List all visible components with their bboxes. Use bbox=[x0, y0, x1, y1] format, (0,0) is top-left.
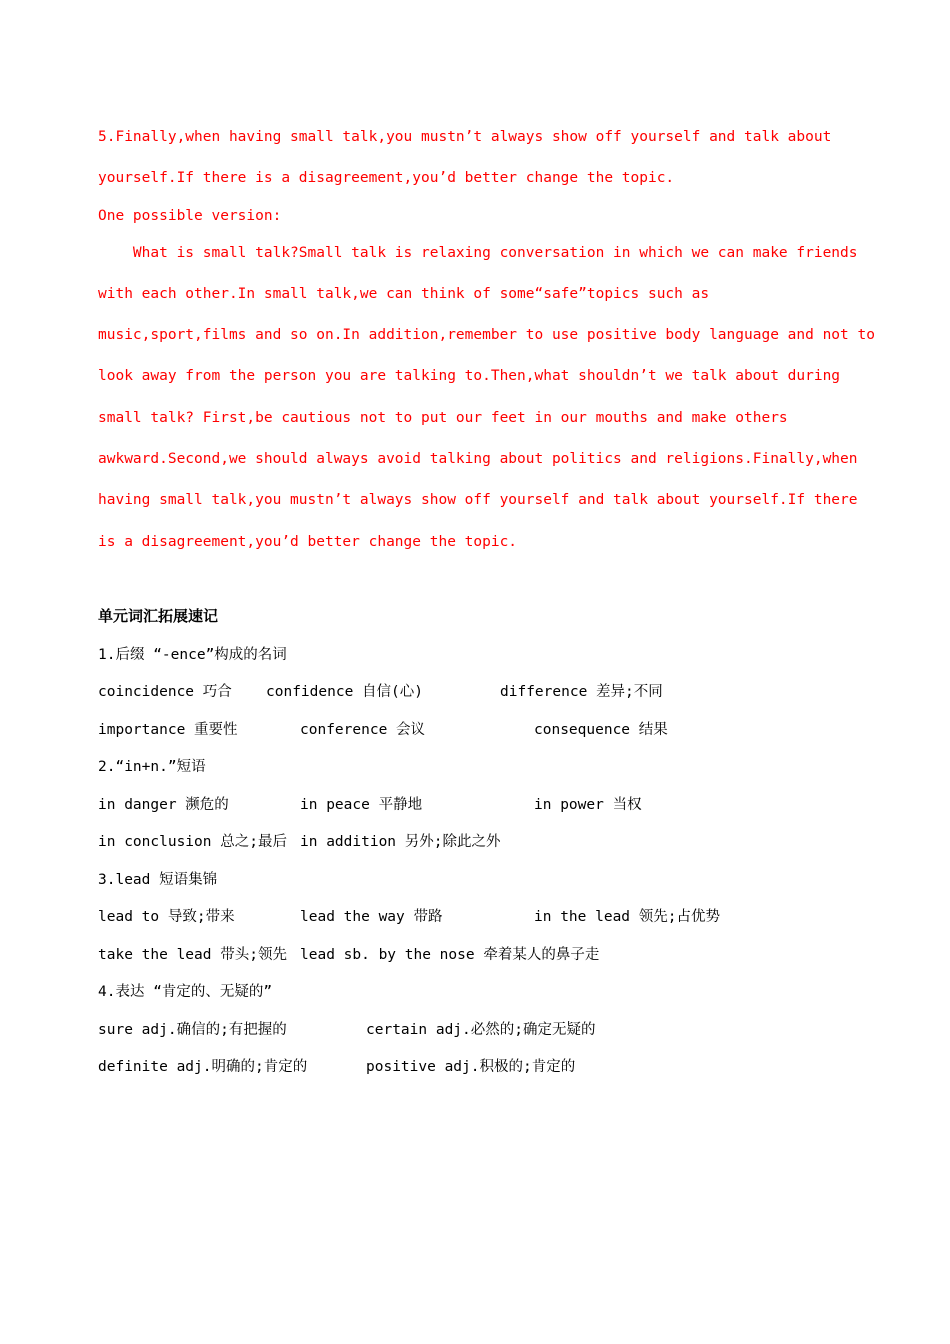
section-title: 单元词汇拓展速记 bbox=[98, 607, 219, 625]
group-title: 4.表达 “肯定的、无疑的” bbox=[98, 984, 273, 1000]
vocab-entry: definite adj.明确的;肯定的 bbox=[98, 1059, 308, 1075]
vocab-entry: conference 会议 bbox=[300, 722, 426, 738]
vocab-entry: positive adj.积极的;肯定的 bbox=[366, 1059, 576, 1075]
group-title: 3.lead 短语集锦 bbox=[98, 872, 218, 888]
answer-item-5-line-2: yourself.If there is a disagreement,you’d better change the topic. bbox=[98, 170, 675, 186]
vocab-entry: lead to 导致;带来 bbox=[98, 909, 235, 925]
group-title: 1.后缀 “-ence”构成的名词 bbox=[98, 647, 287, 663]
vocab-entry: in the lead 领先;占优势 bbox=[534, 909, 720, 925]
vocab-entry: certain adj.必然的;确定无疑的 bbox=[366, 1022, 596, 1038]
essay-line: is a disagreement,you’d better change the topic. bbox=[98, 534, 518, 550]
vocab-entry: importance 重要性 bbox=[98, 722, 238, 738]
vocab-entry: confidence 自信(心) bbox=[266, 684, 423, 700]
vocab-entry: in addition 另外;除此之外 bbox=[300, 834, 501, 850]
essay-line: awkward.Second,we should always avoid talking about politics and religions.Finally,when bbox=[98, 451, 858, 467]
vocab-entry: lead sb. by the nose 牵着某人的鼻子走 bbox=[300, 947, 600, 963]
vocab-entry: in conclusion 总之;最后 bbox=[98, 834, 287, 850]
essay-line: music,sport,films and so on.In addition,remember to use positive body language and not to bbox=[98, 327, 875, 343]
essay-line: What is small talk?Small talk is relaxing conversation in which we can make friends bbox=[98, 245, 858, 261]
vocab-entry: take the lead 带头;领先 bbox=[98, 947, 287, 963]
essay-line: look away from the person you are talking to.Then,what shouldn’t we talk about during bbox=[98, 368, 841, 384]
version-label: One possible version: bbox=[98, 208, 282, 224]
vocab-entry: difference 差异;不同 bbox=[500, 684, 663, 700]
vocab-entry: coincidence 巧合 bbox=[98, 684, 232, 700]
vocab-entry: sure adj.确信的;有把握的 bbox=[98, 1022, 287, 1038]
vocab-entry: lead the way 带路 bbox=[300, 909, 443, 925]
group-title: 2.“in+n.”短语 bbox=[98, 759, 206, 775]
essay-line: having small talk,you mustn’t always show off yourself and talk about yourself.If there bbox=[98, 492, 858, 508]
essay-line: with each other.In small talk,we can think of some“safe”topics such as bbox=[98, 286, 710, 302]
vocab-entry: consequence 结果 bbox=[534, 722, 668, 738]
vocab-entry: in peace 平静地 bbox=[300, 797, 423, 813]
answer-item-5-line-1: 5.Finally,when having small talk,you mustn’t always show off yourself and talk about bbox=[98, 129, 832, 145]
essay-line: small talk? First,be cautious not to put our feet in our mouths and make others bbox=[98, 410, 788, 426]
vocab-entry: in power 当权 bbox=[534, 797, 642, 813]
vocab-entry: in danger 濒危的 bbox=[98, 797, 229, 813]
